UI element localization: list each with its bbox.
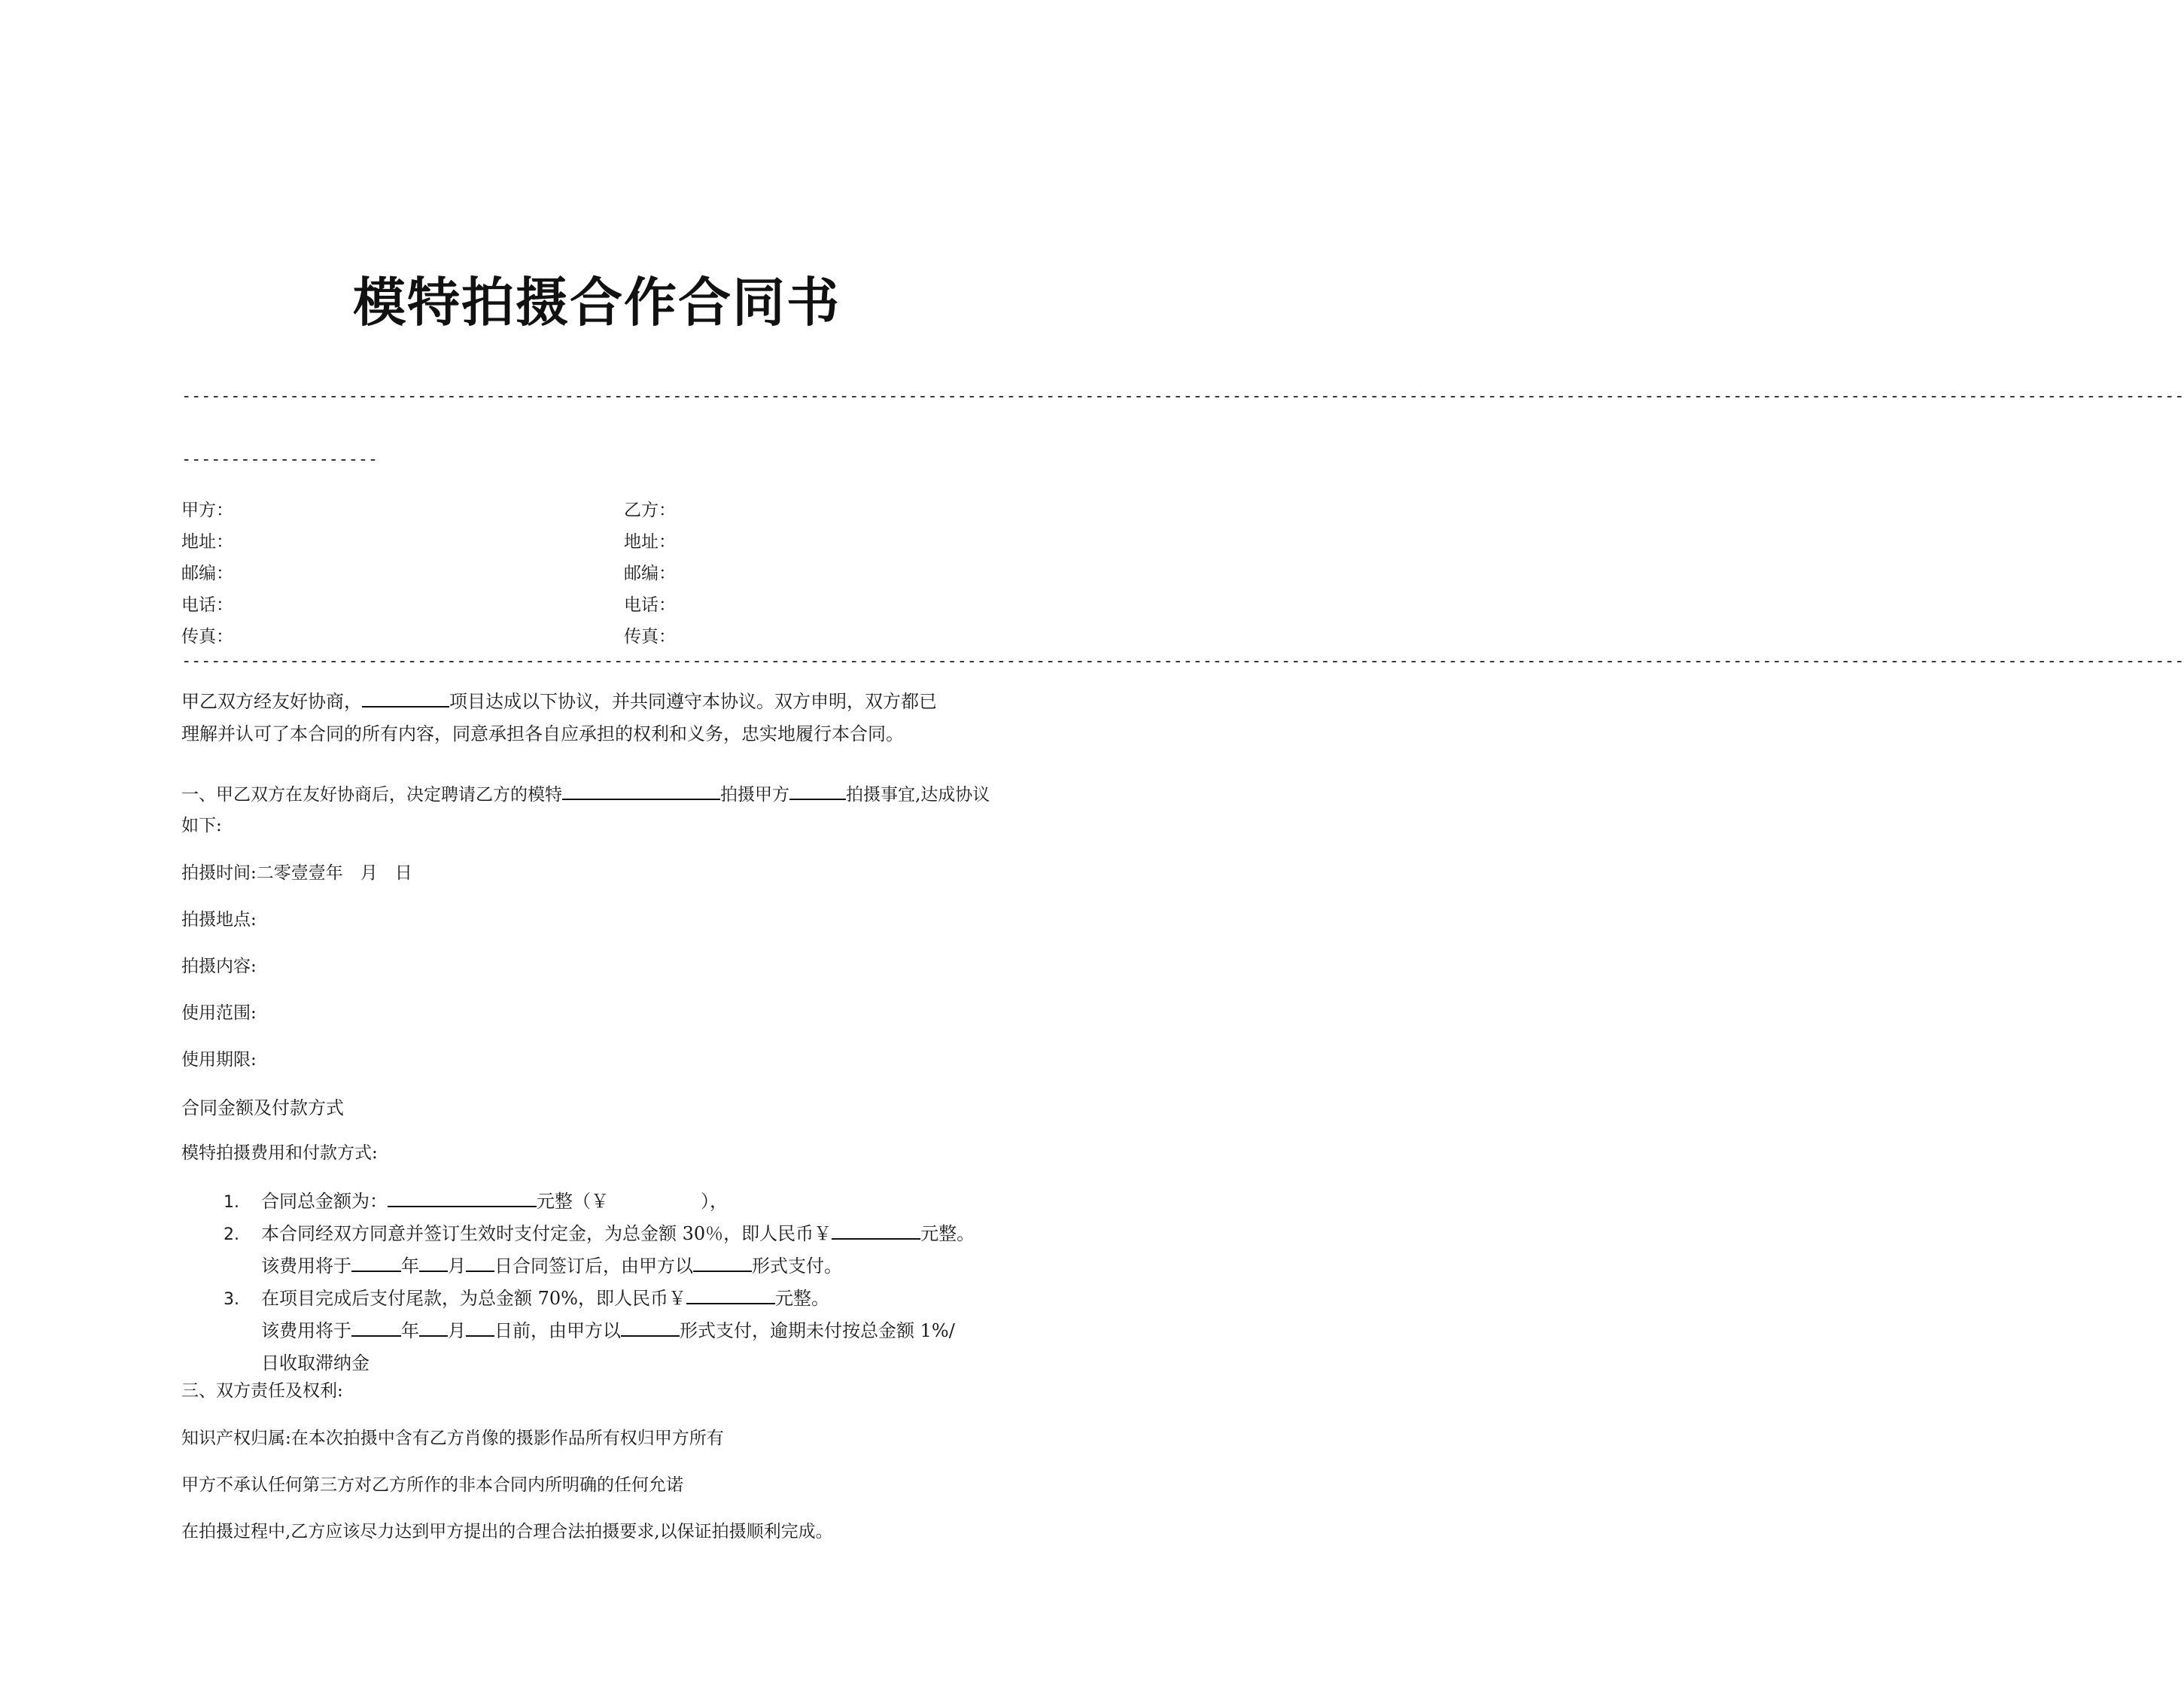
usage-period-field: 使用期限: bbox=[181, 1050, 257, 1070]
party-a-postcode-label: 邮编： bbox=[181, 564, 233, 583]
shoot-time-field: 拍摄时间:二零壹壹年 月 日 bbox=[181, 863, 412, 883]
month-label: 月 bbox=[448, 1255, 466, 1277]
payment-heading: 合同金额及付款方式 bbox=[181, 1097, 344, 1118]
item-number: 1. bbox=[224, 1193, 239, 1212]
item-2-text-b: 元整。 bbox=[920, 1223, 975, 1244]
payment-form-blank bbox=[693, 1255, 752, 1272]
deposit-amount-blank bbox=[832, 1223, 920, 1240]
party-a-address-label: 地址： bbox=[181, 532, 233, 552]
usage-scope-field: 使用范围: bbox=[181, 1003, 257, 1023]
intro-line-1 bbox=[181, 686, 937, 713]
item-2-text-d: 日合同签订后，由甲方以 bbox=[494, 1255, 693, 1277]
section-1-text-a: 一、甲乙双方在友好协商后，决定聘请乙方的模特 bbox=[181, 785, 562, 805]
balance-amount-blank bbox=[686, 1288, 775, 1304]
section-3-heading: 三、双方责任及权利: bbox=[181, 1381, 343, 1401]
day-blank bbox=[466, 1320, 494, 1337]
item-3-date-text: 该费用将于 bbox=[261, 1320, 351, 1341]
section-1-text-c: 拍摄事宜,达成协议 bbox=[846, 785, 990, 805]
separator-line-continued: -------------------- bbox=[181, 450, 378, 469]
item-number: 2. bbox=[224, 1225, 239, 1244]
year-blank bbox=[351, 1255, 401, 1272]
month-blank bbox=[419, 1255, 448, 1272]
party-a-phone-label: 电话： bbox=[181, 595, 233, 615]
party-b-postcode-label: 邮编： bbox=[624, 564, 676, 583]
section-1-text-b: 拍摄甲方 bbox=[720, 785, 789, 805]
third-party-clause: 甲方不承认任何第三方对乙方所作的非本合同内所明确的任何允诺 bbox=[181, 1475, 683, 1495]
party-b-address-label: 地址： bbox=[624, 532, 676, 552]
payment-item-1 bbox=[224, 1186, 728, 1213]
contract-title: 模特拍摄合作合同书 bbox=[353, 272, 841, 333]
day-blank bbox=[466, 1255, 494, 1272]
payment-item-3 bbox=[224, 1283, 829, 1310]
intro-text-a: 甲乙双方经友好协商， bbox=[181, 691, 362, 712]
item-3-text-a: 在项目完成后支付尾款，为总金额 70%，即人民币￥ bbox=[261, 1288, 686, 1309]
ip-ownership-clause: 知识产权归属:在本次拍摄中含有乙方肖像的摄影作品所有权归甲方所有 bbox=[181, 1429, 724, 1448]
item-number: 3. bbox=[224, 1290, 239, 1309]
item-3-text-b: 元整。 bbox=[774, 1288, 829, 1309]
month-blank bbox=[419, 1320, 448, 1337]
item-2-date-text: 该费用将于 bbox=[261, 1255, 351, 1277]
item-3-text-e: 形式支付，逾期未付按总金额 1%/ bbox=[680, 1320, 955, 1341]
year-label: 年 bbox=[401, 1255, 419, 1277]
shoot-subject-blank bbox=[789, 784, 846, 800]
item-1-text-c: ）， bbox=[701, 1191, 728, 1212]
item-1-text-b: 元整（￥ bbox=[537, 1191, 609, 1212]
item-2-text-a: 本合同经双方同意并签订生效时支付定金，为总金额 30％，即人民币￥ bbox=[261, 1223, 832, 1244]
item-1-text-a: 合同总金额为： bbox=[261, 1191, 388, 1212]
section-1-line-2: 如下: bbox=[181, 816, 222, 835]
model-name-blank bbox=[562, 784, 720, 800]
shoot-place-field: 拍摄地点: bbox=[181, 910, 257, 930]
payment-item-3-line-2 bbox=[261, 1316, 955, 1342]
intro-text-b: 项目达成以下协议，并共同遵守本协议。双方申明，双方都已 bbox=[449, 691, 937, 712]
payment-form-blank bbox=[621, 1320, 680, 1337]
year-blank bbox=[351, 1320, 401, 1337]
payment-item-2-line-2 bbox=[261, 1251, 842, 1277]
year-label: 年 bbox=[401, 1320, 419, 1341]
party-b-fax-label: 传真： bbox=[624, 627, 676, 647]
separator-line-2: ------------------------------------------------------------------------------------------------------------------------------------------------------------------------------------------------------------ bbox=[181, 652, 2184, 671]
shoot-content-field: 拍摄内容: bbox=[181, 957, 257, 976]
party-a-fax-label: 传真： bbox=[181, 627, 233, 647]
total-amount-blank bbox=[388, 1191, 537, 1207]
item-3-text-d: 日前，由甲方以 bbox=[494, 1320, 621, 1341]
party-b-phone-label: 电话： bbox=[624, 595, 676, 615]
payment-item-3-line-3: 日收取滞纳金 bbox=[261, 1353, 370, 1374]
party-b-label: 乙方： bbox=[624, 501, 676, 520]
item-2-text-e: 形式支付。 bbox=[752, 1255, 842, 1277]
shooting-cooperation-clause: 在拍摄过程中,乙方应该尽力达到甲方提出的合理合法拍摄要求,以保证拍摄顺利完成。 bbox=[181, 1522, 833, 1541]
intro-line-2: 理解并认可了本合同的所有内容，同意承担各自应承担的权利和义务，忠实地履行本合同。 bbox=[181, 723, 904, 744]
month-label: 月 bbox=[448, 1320, 466, 1341]
party-a-label: 甲方： bbox=[181, 501, 233, 520]
project-name-blank bbox=[362, 691, 449, 708]
payment-subheading: 模特拍摄费用和付款方式: bbox=[181, 1143, 378, 1163]
separator-line: ------------------------------------------------------------------------------------------------------------------------------------------------------------------------------------------------------------ bbox=[181, 387, 2184, 406]
section-1-line-1 bbox=[181, 781, 990, 805]
payment-item-2 bbox=[224, 1219, 975, 1245]
